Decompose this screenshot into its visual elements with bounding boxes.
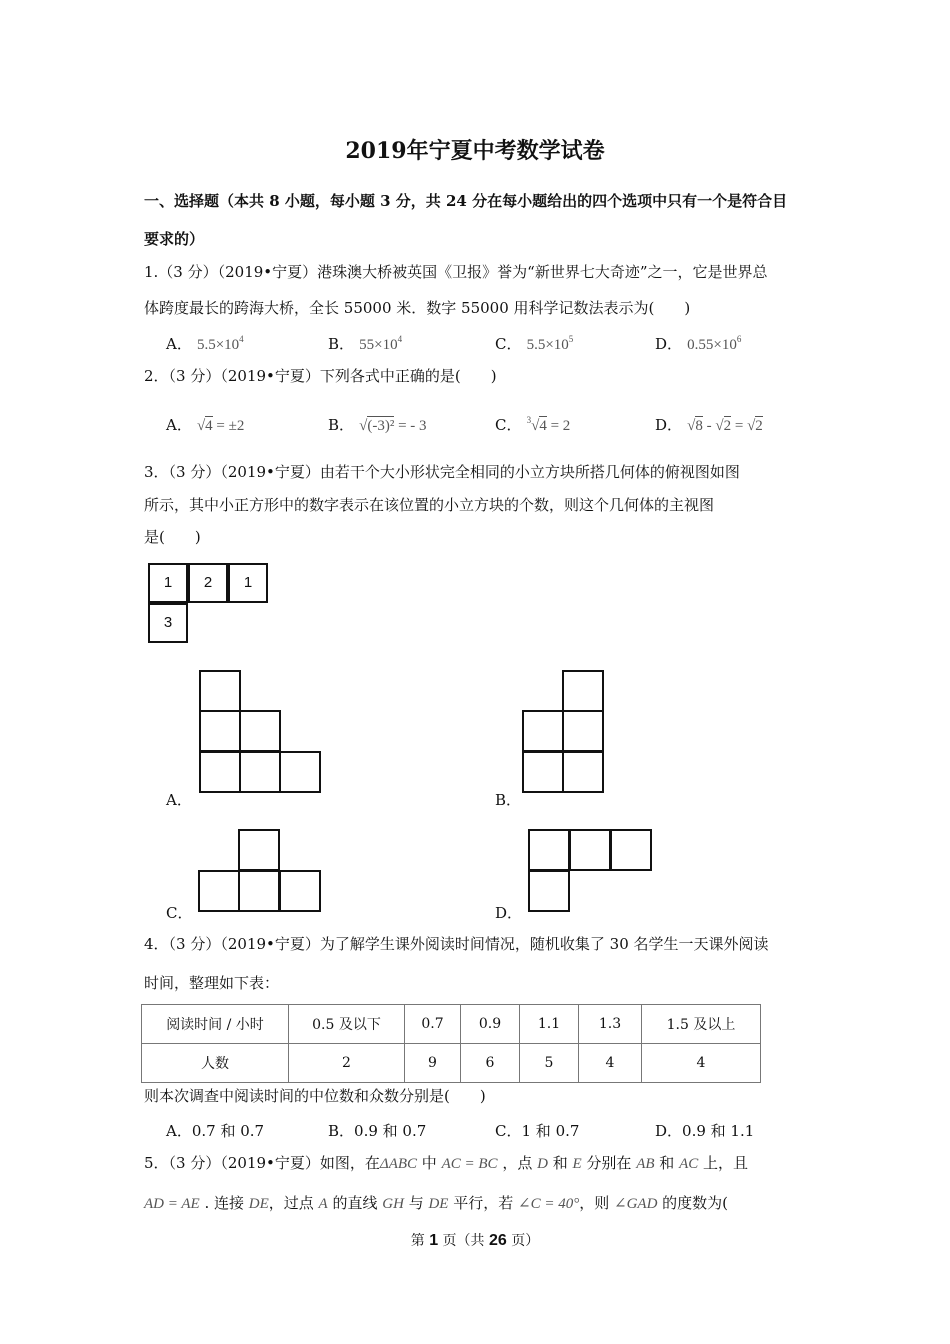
q5-line2: AD = AE . 连接 DE，过点 A 的直线 GH 与 DE 平行，若 ∠C = 40°，则 ∠GAD 的度数为( (144, 1194, 729, 1212)
cube-square (198, 870, 240, 912)
table-cell: 0.9 (461, 1005, 520, 1044)
section-heading-line2: 要求的） (144, 230, 205, 248)
cube-square (279, 751, 321, 793)
table-cell: 5 (520, 1044, 579, 1083)
table-cell: 4 (579, 1044, 642, 1083)
q4-line2: 时间，整理如下表： (144, 974, 280, 992)
q4-option-c[interactable]: C．1 和 0.7 (495, 1122, 580, 1140)
q2-option-c[interactable]: C． $^3$√4 = 2 (495, 415, 571, 434)
q5-line1: 5．（3 分）（2019•宁夏）如图，在ΔABC 中 AC = BC ，点 D 和 E 分别在 AB 和 AC 上，且 (144, 1154, 749, 1172)
table-cell: 9 (405, 1044, 461, 1083)
cube-square (239, 751, 281, 793)
q2-line1: 2．（3 分）（2019•宁夏）下列各式中正确的是( ) (144, 367, 497, 385)
q3-option-a-label[interactable]: A． (166, 791, 192, 809)
page-footer: 第 1 页（共 26 页） (410, 1232, 540, 1249)
table-cell: 2 (289, 1044, 405, 1083)
cube-square (522, 710, 564, 752)
q4-line1: 4．（3 分）（2019•宁夏）为了解学生课外阅读时间情况，随机收集了 30 名学生一天课外阅读 (144, 935, 769, 953)
q4-option-d[interactable]: D．0.9 和 1.1 (655, 1122, 755, 1140)
q3-option-b-label[interactable]: B． (495, 791, 522, 809)
q1-line1: 1.（3 分）（2019•宁夏）港珠澳大桥被英国《卫报》誉为“新世界七大奇迹”之一，它是世界总 (144, 263, 768, 281)
table-cell: 4 (642, 1044, 761, 1083)
table-cell: 人数 (142, 1044, 289, 1083)
q1-option-a[interactable]: A． $5.5\times 10^4$ (166, 334, 244, 353)
table-cell: 1.1 (520, 1005, 579, 1044)
table-cell: 1.5 及以上 (642, 1005, 761, 1044)
q2-option-b[interactable]: B． √(-3)² = - 3 (328, 416, 427, 434)
cube-square (279, 870, 321, 912)
cube-square (239, 710, 281, 752)
q3-option-c-label[interactable]: C． (166, 904, 193, 922)
table-cell: 0.5 及以下 (289, 1005, 405, 1044)
q2-option-d[interactable]: D． √8 - √2 = √2 (655, 416, 763, 434)
q3-line3: 是( ) (144, 528, 201, 546)
cube-square (528, 870, 570, 912)
table-cell: 6 (461, 1044, 520, 1083)
grid-cell: 1 (148, 563, 188, 603)
table-cell: 1.3 (579, 1005, 642, 1044)
grid-cell: 3 (148, 603, 188, 643)
cube-square (199, 670, 241, 712)
page-title: 2019年宁夏中考数学试卷 (345, 138, 605, 164)
q3-line1: 3．（3 分）（2019•宁夏）由若干个大小形状完全相同的小立方块所搭几何体的俯视图如图 (144, 463, 740, 481)
cube-square (238, 870, 280, 912)
grid-cell: 1 (228, 563, 268, 603)
q4-option-b[interactable]: B．0.9 和 0.7 (328, 1122, 427, 1140)
q1-option-d[interactable]: D． $0.55\times 10^6$ (655, 334, 742, 353)
section-heading-line1: 一、选择题（本共 8 小题，每小题 3 分，共 24 分在每小题给出的四个选项中只有一个是符合目 (144, 192, 788, 210)
grid-cell: 2 (188, 563, 228, 603)
q4-line3: 则本次调查中阅读时间的中位数和众数分别是( ) (144, 1087, 486, 1105)
cube-square (522, 751, 564, 793)
cube-square (238, 829, 280, 871)
q2-option-a[interactable]: A． √4 = ±2 (166, 416, 245, 434)
cube-square (562, 710, 604, 752)
q4-option-a[interactable]: A．0.7 和 0.7 (166, 1122, 265, 1140)
q3-option-d-label[interactable]: D． (495, 904, 523, 922)
cube-square (562, 670, 604, 712)
q3-line2: 所示，其中小正方形中的数字表示在该位置的小立方块的个数，则这个几何体的主视图 (144, 496, 715, 514)
reading-time-table (141, 1004, 761, 1083)
page-number: 1 (429, 1232, 439, 1249)
q1-option-b[interactable]: B． $55\times 10^4$ (328, 334, 403, 353)
q1-line2: 体跨度最长的跨海大桥，全长 55000 米．数字 55000 用科学记数法表示为( ) (144, 299, 691, 317)
cube-square (610, 829, 652, 871)
cube-square (562, 751, 604, 793)
table-cell: 0.7 (405, 1005, 461, 1044)
table-row (142, 1044, 761, 1083)
cube-square (199, 751, 241, 793)
table-cell: 阅读时间 / 小时 (142, 1005, 289, 1044)
cube-square (199, 710, 241, 752)
q1-option-c[interactable]: C． $5.5\times 10^5$ (495, 334, 574, 353)
table-header-row (142, 1005, 761, 1044)
cube-square (528, 829, 570, 871)
cube-square (569, 829, 611, 871)
total-pages: 26 (489, 1232, 507, 1249)
